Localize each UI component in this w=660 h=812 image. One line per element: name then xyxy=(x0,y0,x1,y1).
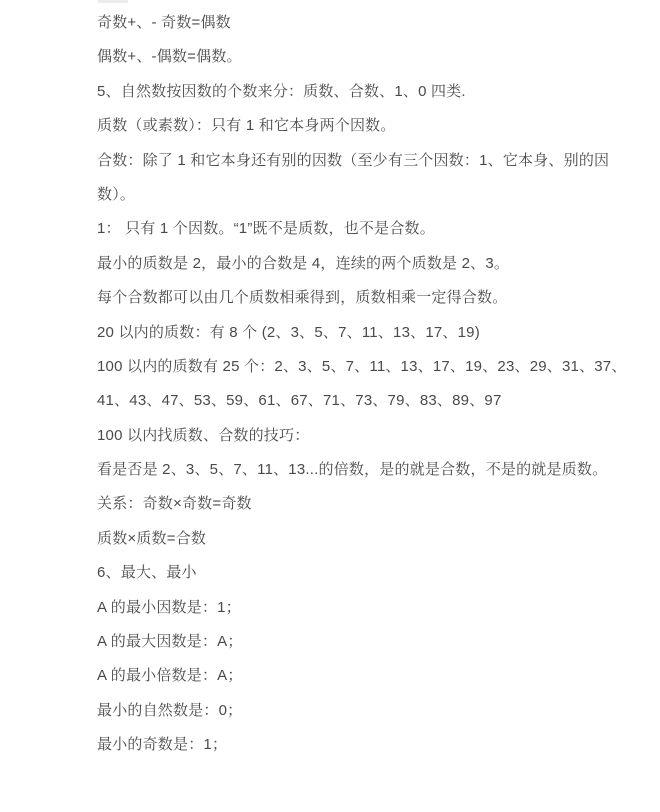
text-line-primes-within-20: 20 以内的质数：有 8 个 (2、3、5、7、11、13、17、19) xyxy=(97,323,480,341)
text-line-odd-plus-odd: 奇数+、- 奇数=偶数 xyxy=(97,14,231,31)
text-line-section-6-heading: 6、最大、最小 xyxy=(97,564,197,582)
text-line-even-plus-even: 偶数+、-偶数=偶数。 xyxy=(97,48,242,66)
text-line-number-one-note: 1： 只有 1 个因数。“1”既不是质数，也不是合数。 xyxy=(97,220,435,238)
text-line-composite-definition-2: 数）。 xyxy=(97,185,136,203)
text-line-finding-primes-tip-body: 看是否是 2、3、5、7、11、13...的倍数，是的就是合数，不是的就是质数。 xyxy=(97,461,608,479)
document-content xyxy=(97,6,637,763)
text-line-composite-product-rule: 每个合数都可以由几个质数相乘得到，质数相乘一定得合数。 xyxy=(97,289,508,307)
cropped-text-fragment xyxy=(98,0,128,3)
text-line-prime-definition: 质数（或素数）：只有 1 和它本身两个因数。 xyxy=(97,117,396,135)
text-line-prime-times-prime: 质数×质数=合数 xyxy=(97,529,207,547)
text-line-smallest-natural-number: 最小的自然数是：0； xyxy=(97,701,243,719)
text-line-section-5-heading: 5、自然数按因数的个数来分：质数、合数、1、0 四类. xyxy=(97,82,466,100)
text-line-smallest-prime-composite: 最小的质数是 2，最小的合数是 4，连续的两个质数是 2、3。 xyxy=(97,254,510,272)
text-line-primes-within-100-part2: 41、43、47、53、59、61、67、71、73、79、83、89、97 xyxy=(97,392,502,410)
text-line-relation-odd-times-odd: 关系：奇数×奇数=奇数 xyxy=(97,495,252,513)
text-line-finding-primes-tip-heading: 100 以内找质数、合数的技巧： xyxy=(97,426,310,444)
text-line-primes-within-100-part1: 100 以内的质数有 25 个：2、3、5、7、11、13、17、19、23、29、31、37、 xyxy=(97,357,627,375)
text-line-largest-factor-of-a: A 的最大因数是：A； xyxy=(97,633,243,651)
text-line-smallest-multiple-of-a: A 的最小倍数是：A； xyxy=(97,667,243,685)
text-line-composite-definition-1: 合数：除了 1 和它本身还有别的因数（至少有三个因数：1、它本身、别的因 xyxy=(97,151,610,169)
text-line-smallest-odd-number: 最小的奇数是：1； xyxy=(97,736,228,754)
text-line-smallest-factor-of-a: A 的最小因数是：1； xyxy=(97,598,241,616)
